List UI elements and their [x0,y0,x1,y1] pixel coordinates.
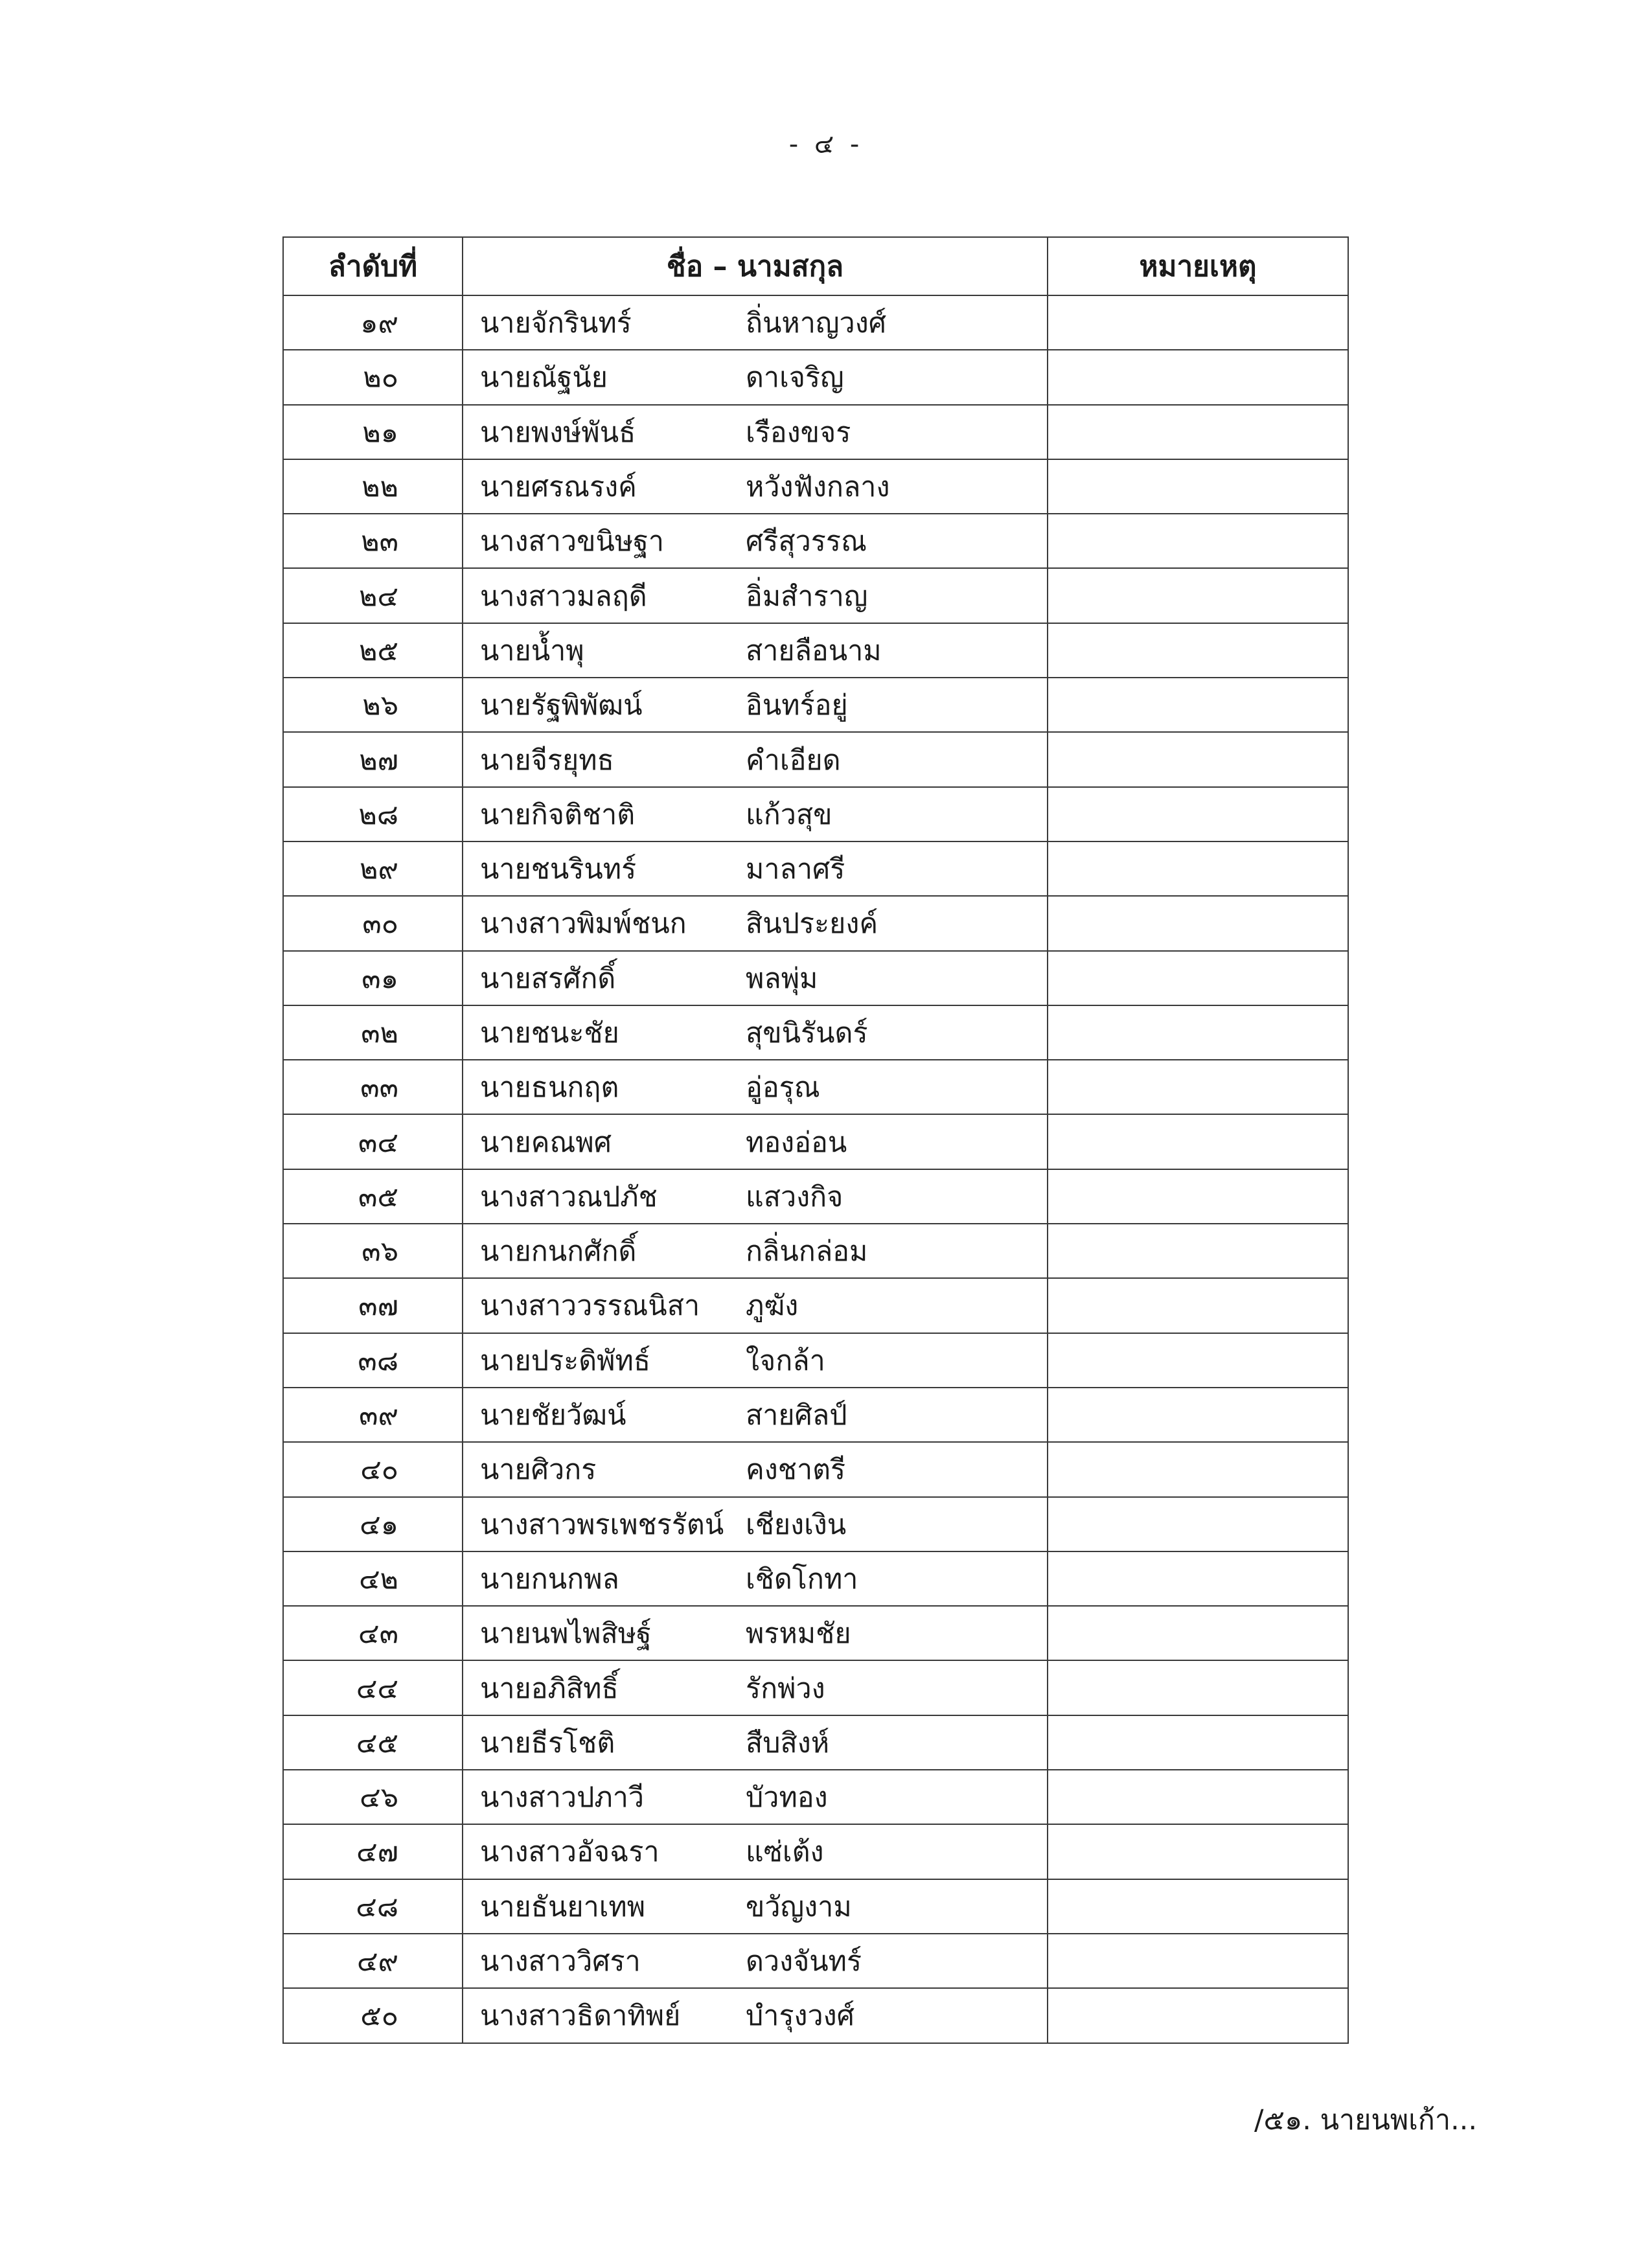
last-name: แสวงกิจ [746,1180,843,1213]
last-name: คำเอียด [746,744,841,777]
full-name-cell [463,1934,1048,1988]
first-name: นางสาวขนิษฐา [480,525,665,558]
header-remark: หมายเหตุ [1048,237,1348,295]
full-name-cell [463,1715,1048,1770]
remark-cell [1048,623,1348,678]
last-name: สายลือนาม [746,634,882,667]
order-number: ๔๔ [283,1660,463,1715]
table-row [283,1660,1348,1715]
last-name: กลิ่นกล่อม [746,1235,868,1268]
header-full-name: ชื่อ – นามสกุล [463,237,1048,295]
table-row [283,1606,1348,1660]
first-name: นายน้ำพุ [480,634,584,667]
table-row [283,1224,1348,1278]
full-name-cell [463,951,1048,1005]
remark-cell [1048,951,1348,1005]
last-name: พรหมชัย [746,1618,851,1651]
first-name: นายกนกพล [480,1562,619,1596]
continuation-note: /๕๑. นายนพเก้า... [1254,2104,1477,2136]
order-number: ๔๗ [283,1824,463,1879]
first-name: นายศรณรงค์ [480,471,637,504]
table-row [283,1442,1348,1496]
first-name: นายสรศักดิ์ [480,962,616,995]
remark-cell [1048,1770,1348,1824]
remark-cell [1048,1715,1348,1770]
remark-cell [1048,1388,1348,1442]
last-name: แก้วสุข [746,798,832,831]
first-name: นายรัฐพิพัฒน์ [480,689,643,722]
first-name: นายพงษ์พันธ์ [480,416,636,449]
full-name-cell [463,1824,1048,1879]
first-name: นายประดิพัทธ์ [480,1344,651,1377]
order-number: ๔๕ [283,1715,463,1770]
full-name-cell [463,1060,1048,1114]
table-row [283,1005,1348,1060]
table-row [283,1060,1348,1114]
full-name-cell [463,1278,1048,1333]
name-list-table [282,236,1349,2044]
order-number: ๒๗ [283,732,463,786]
order-number: ๔๒ [283,1551,463,1606]
full-name-cell [463,514,1048,568]
order-number: ๒๙ [283,841,463,896]
table-row [283,951,1348,1005]
full-name-cell [463,1169,1048,1224]
remark-cell [1048,1497,1348,1551]
remark-cell [1048,1005,1348,1060]
remark-cell [1048,405,1348,459]
order-number: ๒๘ [283,787,463,841]
full-name-cell [463,350,1048,404]
remark-cell [1048,1660,1348,1715]
full-name-cell [463,841,1048,896]
last-name: สินประยงค์ [746,908,878,941]
last-name: ดาเจริญ [746,361,844,395]
order-number: ๒๐ [283,350,463,404]
last-name: เชิดโกทา [746,1562,858,1596]
last-name: อู่อรุณ [746,1071,820,1104]
order-number: ๒๖ [283,678,463,732]
table-row [283,1879,1348,1934]
full-name-cell [463,678,1048,732]
first-name: นายกิจติชาติ [480,798,636,831]
table-row [283,1715,1348,1770]
order-number: ๒๒ [283,459,463,514]
last-name: ขวัญงาม [746,1890,852,1923]
table-row [283,1114,1348,1169]
table-row [283,1333,1348,1388]
remark-cell [1048,841,1348,896]
remark-cell [1048,1442,1348,1496]
table-row [283,295,1348,350]
full-name-cell [463,1660,1048,1715]
order-number: ๓๖ [283,1224,463,1278]
first-name: นางสาววิศรา [480,1945,641,1978]
first-name: นางสาวพรเพชรรัตน์ [480,1508,724,1541]
remark-cell [1048,1551,1348,1606]
remark-cell [1048,514,1348,568]
last-name: คงชาตรี [746,1454,846,1487]
first-name: นายศิวกร [480,1454,597,1487]
table-body [283,295,1348,2043]
last-name: ทองอ่อน [746,1126,847,1159]
first-name: นายจักรินทร์ [480,307,632,340]
full-name-cell [463,1879,1048,1934]
order-number: ๓๐ [283,896,463,950]
full-name-cell [463,1005,1048,1060]
full-name-cell [463,1442,1048,1496]
remark-cell [1048,1606,1348,1660]
last-name: เรืองขจร [746,416,851,449]
table-row [283,568,1348,623]
order-number: ๒๑ [283,405,463,459]
header-order-number: ลำดับที่ [283,237,463,295]
remark-cell [1048,1114,1348,1169]
last-name: สุขนิรันดร์ [746,1017,868,1049]
remark-cell [1048,1333,1348,1388]
first-name: นายชนรินทร์ [480,853,637,886]
first-name: นายนพไพสิษฐ์ [480,1618,652,1651]
first-name: นายธนกฤต [480,1071,619,1104]
order-number: ๓๙ [283,1388,463,1442]
table-row [283,459,1348,514]
remark-cell [1048,1824,1348,1879]
full-name-cell [463,568,1048,623]
table-row [283,1497,1348,1551]
table-row [283,1824,1348,1879]
first-name: นางสาวมลฤดี [480,580,647,613]
last-name: ถิ่นหาญวงศ์ [746,307,886,340]
first-name: นางสาวปภาวี [480,1781,645,1814]
last-name: บัวทอง [746,1781,828,1814]
order-number: ๒๕ [283,623,463,678]
last-name: บำรุงวงศ์ [746,2000,855,2033]
full-name-cell [463,1388,1048,1442]
order-number: ๓๗ [283,1278,463,1333]
full-name-cell [463,1224,1048,1278]
full-name-cell [463,459,1048,514]
table-row [283,841,1348,896]
first-name: นายคณพศ [480,1126,612,1159]
table-row [283,678,1348,732]
first-name: นายกนกศักดิ์ [480,1235,637,1268]
remark-cell [1048,295,1348,350]
table-row [283,1278,1348,1333]
remark-cell [1048,1988,1348,2043]
table-row [283,896,1348,950]
remark-cell [1048,1224,1348,1278]
remark-cell [1048,732,1348,786]
last-name: อิ่มสำราญ [746,580,868,613]
last-name: หวังฟังกลาง [746,471,890,504]
remark-cell [1048,896,1348,950]
first-name: นายธีรโชติ [480,1726,615,1759]
first-name: นายชัยวัฒน์ [480,1399,626,1432]
order-number: ๔๘ [283,1879,463,1934]
last-name: รักพ่วง [746,1672,825,1705]
table-header-row [283,237,1348,295]
order-number: ๓๑ [283,951,463,1005]
order-number: ๔๑ [283,1497,463,1551]
remark-cell [1048,568,1348,623]
full-name-cell [463,1606,1048,1660]
last-name: ใจกล้า [746,1344,825,1377]
order-number: ๕๐ [283,1988,463,2043]
order-number: ๔๓ [283,1606,463,1660]
full-name-cell [463,896,1048,950]
last-name: อินทร์อยู่ [746,689,848,722]
remark-cell [1048,1169,1348,1224]
order-number: ๑๙ [283,295,463,350]
first-name: นายชนะชัย [480,1017,619,1049]
full-name-cell [463,405,1048,459]
full-name-cell [463,1114,1048,1169]
remark-cell [1048,1879,1348,1934]
first-name: นางสาวธิดาทิพย์ [480,2000,681,2033]
last-name: สืบสิงห์ [746,1726,830,1759]
remark-cell [1048,350,1348,404]
last-name: เชียงเงิน [746,1508,847,1541]
full-name-cell [463,623,1048,678]
order-number: ๔๐ [283,1442,463,1496]
full-name-cell [463,1551,1048,1606]
remark-cell [1048,678,1348,732]
table-row [283,1934,1348,1988]
first-name: นายจีรยุทธ [480,744,614,777]
table-row [283,514,1348,568]
table-row [283,405,1348,459]
remark-cell [1048,1934,1348,1988]
table-row [283,787,1348,841]
order-number: ๓๒ [283,1005,463,1060]
full-name-cell [463,1497,1048,1551]
last-name: ภูฆัง [746,1290,799,1323]
order-number: ๓๓ [283,1060,463,1114]
remark-cell [1048,1060,1348,1114]
table-row [283,1988,1348,2043]
table-row [283,1770,1348,1824]
first-name: นางสาวณปภัช [480,1180,658,1213]
remark-cell [1048,459,1348,514]
table-row [283,623,1348,678]
page-number: - ๔ - [788,130,864,159]
first-name: นายอภิสิทธิ์ [480,1672,619,1705]
last-name: สายศิลป์ [746,1399,847,1432]
first-name: นายธันยาเทพ [480,1890,646,1923]
last-name: มาลาศรี [746,853,845,886]
order-number: ๔๙ [283,1934,463,1988]
full-name-cell [463,295,1048,350]
full-name-cell [463,787,1048,841]
table-row [283,1169,1348,1224]
full-name-cell [463,1770,1048,1824]
order-number: ๓๔ [283,1114,463,1169]
table-row [283,732,1348,786]
order-number: ๒๓ [283,514,463,568]
full-name-cell [463,1988,1048,2043]
order-number: ๔๖ [283,1770,463,1824]
remark-cell [1048,1278,1348,1333]
first-name: นางสาวอัจฉรา [480,1836,660,1869]
remark-cell [1048,787,1348,841]
table-row [283,350,1348,404]
last-name: พลพุ่ม [746,962,818,995]
first-name: นางสาววรรณนิสา [480,1290,700,1323]
order-number: ๓๕ [283,1169,463,1224]
full-name-cell [463,1333,1048,1388]
last-name: ดวงจันทร์ [746,1945,862,1978]
first-name: นายณัฐนัย [480,361,608,395]
full-name-cell [463,732,1048,786]
first-name: นางสาวพิมพ์ชนก [480,908,687,941]
last-name: ศรีสุวรรณ [746,525,867,558]
order-number: ๓๘ [283,1333,463,1388]
table-row [283,1388,1348,1442]
table-row [283,1551,1348,1606]
order-number: ๒๔ [283,568,463,623]
last-name: แซ่เต้ง [746,1836,824,1869]
